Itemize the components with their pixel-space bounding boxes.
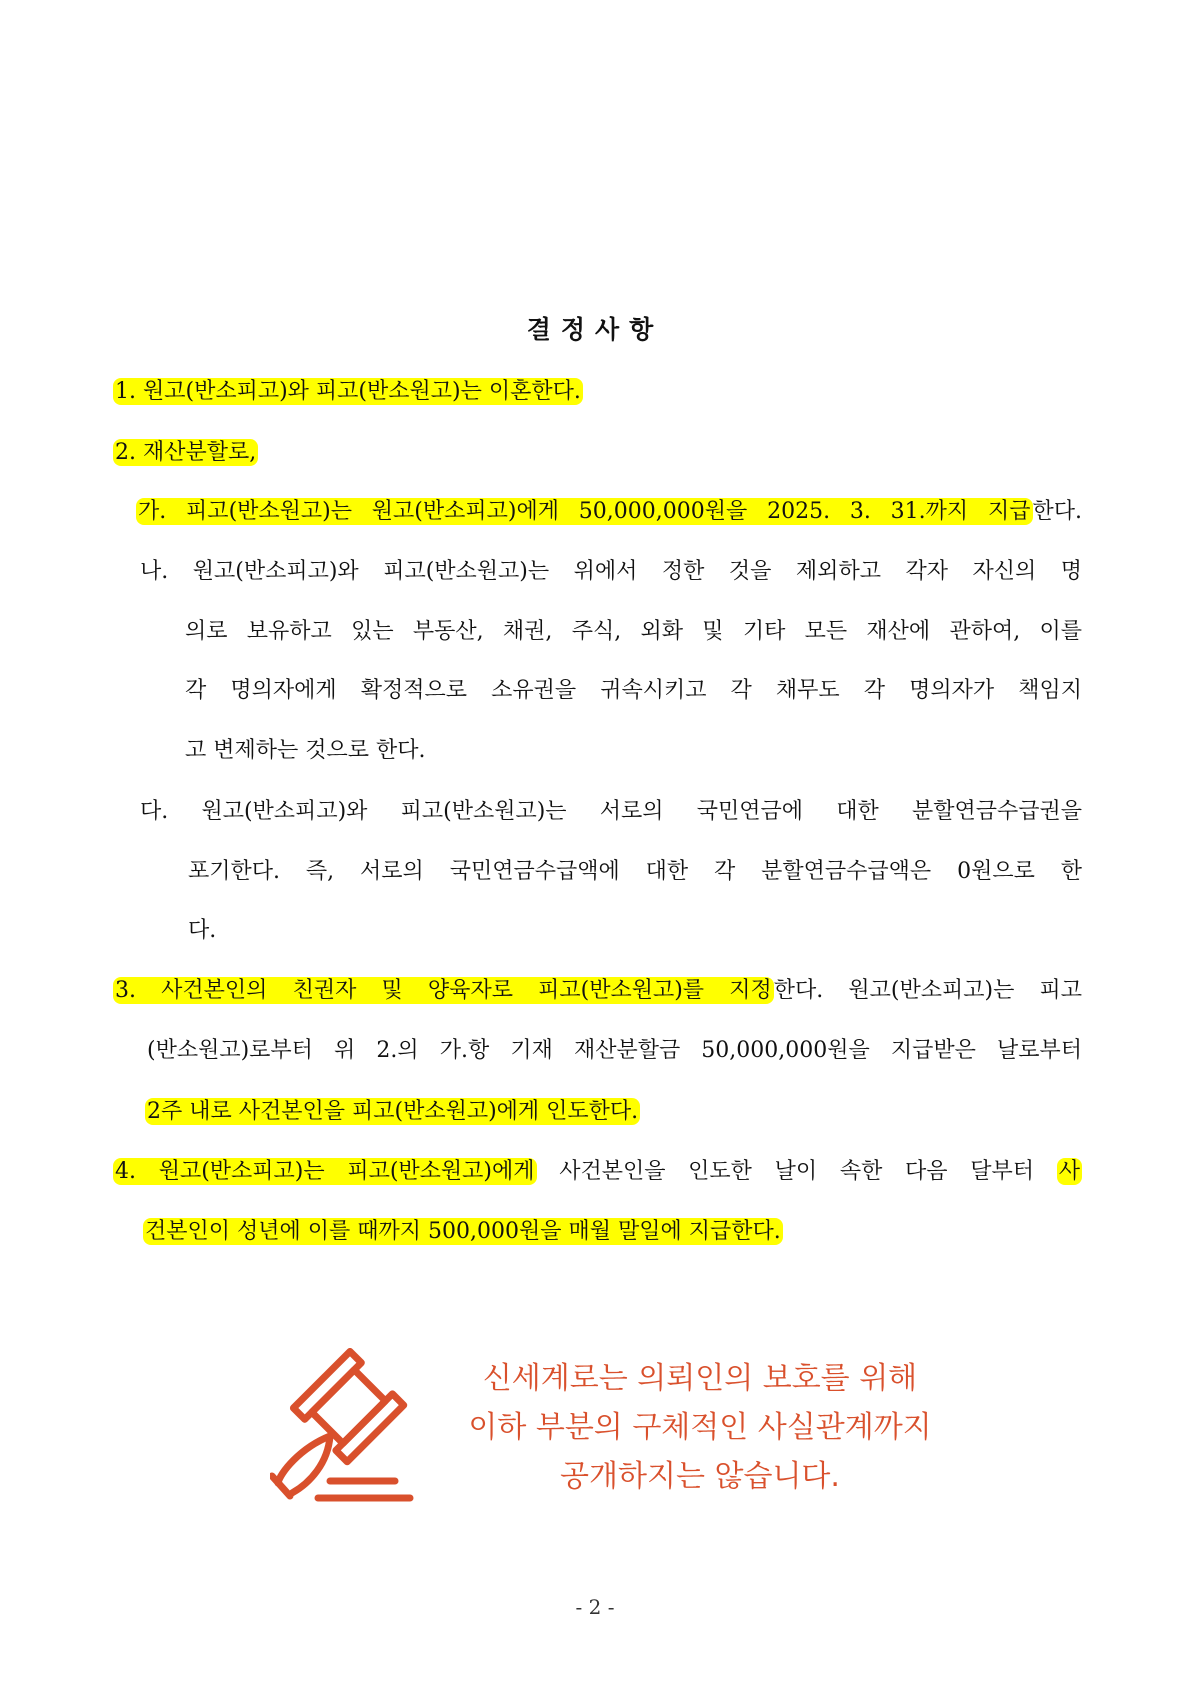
notice-line: 이하 부분의 구체적인 사실관계까지 [468,1410,932,1445]
text-segment: 다. [188,918,217,943]
text-segment: 의로 보유하고 있는 부동산, 채권, 주식, 외화 및 기타 모든 재산에 관하여, 이를 [185,619,1082,644]
text-segment: 다. 원고(반소피고)와 피고(반소원고)는 서로의 국민연금에 대한 분할연금수급권을 [140,799,1082,824]
text-line [113,1157,1082,1187]
text-line [113,438,258,468]
notice-line: 신세계로는 의뢰인의 보호를 위해 [482,1361,918,1396]
text-line [113,377,583,407]
text-line [185,676,1082,706]
text-segment: (반소원고)로부터 위 2.의 가.항 기재 재산분할금 50,000,000원을 지급받은 날로부터 [147,1038,1082,1063]
page-number: - 2 - [575,1595,615,1619]
text-segment: 고 변제하는 것으로 한다. [185,738,426,763]
notice-line: 공개하지는 않습니다. [560,1459,840,1494]
text-line [188,916,216,946]
text-line [113,976,1082,1006]
text-line [143,1217,783,1247]
highlighted-text: 3. 사건본인의 친권자 및 양육자로 피고(반소원고)를 지정 [115,978,772,1003]
text-segment: 한다. [1032,499,1082,524]
text-segment: 포기한다. 즉, 서로의 국민연금수급액에 대한 각 분할연금수급액은 0원으로 한 [188,859,1082,884]
text-line [185,736,426,766]
text-line [140,557,1082,587]
text-segment: 한다. 원고(반소피고)는 피고 [773,978,1082,1003]
text-line [147,1036,1082,1066]
text-line [185,617,1082,647]
text-line [188,857,1082,887]
highlighted-text: 2. 재산분할로, [115,440,257,465]
document-title: 결정사항 [526,315,664,344]
text-line [145,1097,640,1127]
highlighted-text: 가. 피고(반소원고)는 원고(반소피고)에게 50,000,000원을 2025. 3. 31.까지 지급 [138,499,1031,524]
text-segment: 나. 원고(반소피고)와 피고(반소원고)는 위에서 정한 것을 제외하고 각자 자신의 명 [140,559,1082,584]
text-line [140,797,1082,827]
text-line [136,497,1082,527]
highlighted-text: 2주 내로 사건본인을 피고(반소원고)에게 인도한다. [147,1099,639,1124]
highlighted-text: 4. 원고(반소피고)는 피고(반소원고)에게 [115,1159,535,1184]
text-segment: 각 명의자에게 확정적으로 소유권을 귀속시키고 각 채무도 각 명의자가 책임지 [185,678,1082,703]
text-segment: 사건본인을 인도한 날이 속한 다음 달부터 [536,1159,1057,1184]
gavel-icon [270,1348,445,1506]
highlighted-text: 사 [1058,1159,1080,1184]
privacy-notice [430,1354,970,1501]
highlighted-text: 1. 원고(반소피고)와 피고(반소원고)는 이혼한다. [115,379,581,404]
highlighted-text: 건본인이 성년에 이를 때까지 500,000원을 매월 말일에 지급한다. [145,1219,781,1244]
